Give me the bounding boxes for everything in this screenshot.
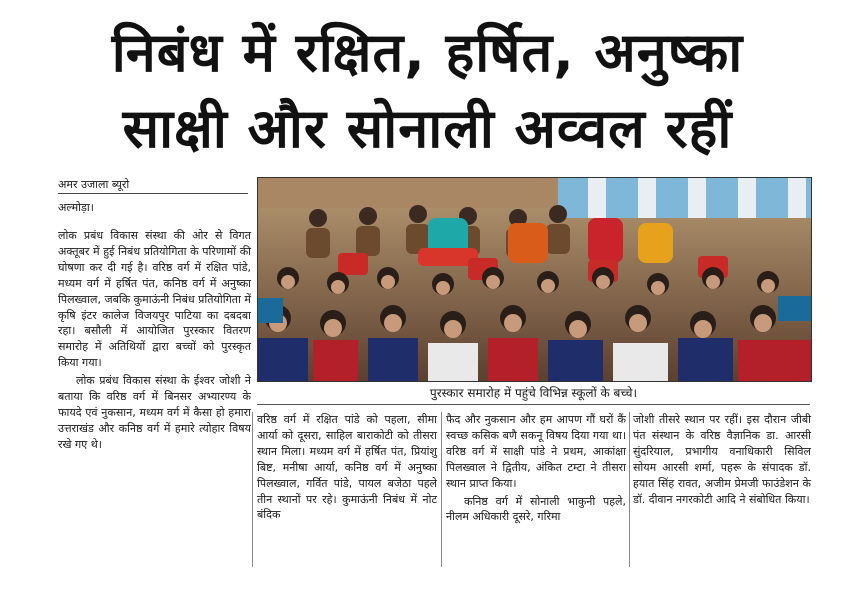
photo-caption: पुरस्कार समारोह में पहुंचे विभिन्न स्कूलों के बच्चे। (257, 382, 810, 405)
column-divider (252, 412, 253, 567)
dateline: अल्मोड़ा। (58, 201, 94, 214)
byline-divider (58, 193, 248, 194)
article-paragraph: कनिष्ठ वर्ग में सोनाली भाकुनी पहले, नीलम अधिकारी दूसरे, गरिमा (446, 494, 626, 524)
article-paragraph: लोक प्रबंध विकास संस्था की ओर से विगत अक्तूबर में हुई निबंध प्रतियोगिता के परिणामों की घोषणा कर दी गई है। वरिष्ठ वर्ग में रक्षित पांडे, मध्यम वर्ग में हर्षित पंत, कनिष्ठ वर्ग में अनुष्का पिलख्वाल, जबकि कुमाऊंनी निबंध प्रतियोगिता में कृषि इंटर कालेज विजयपुर पाटिया का दबदबा रहा। बसौली में आयोजित पुरस्कार वितरण समारोह में अतिथियों द्वारा बच्चों को पुरस्कृत किया गया। (58, 229, 251, 370)
article-column-3 (446, 412, 626, 527)
article-column-4 (633, 412, 811, 509)
event-photo (257, 177, 812, 382)
article-paragraph: फैद और नुकसान और हम आपण गौं घरों कैं स्वच्छ कसिक बणै सकनू विषय दिया गया था। वरिष्ठ वर्ग में साक्षी पांडे ने प्रथम, आकांक्षा पिलख्वाल ने द्वितीय, अंकित टम्टा ने तीसरा स्थान प्राप्त किया। (446, 413, 626, 490)
crowd-photo-illustration (258, 178, 811, 381)
byline: अमर उजाला ब्यूरो (58, 178, 130, 191)
column-divider (629, 412, 630, 567)
article-column-1 (58, 228, 251, 455)
column-divider (441, 412, 442, 567)
article-paragraph: जोशी तीसरे स्थान पर रहीं। इस दौरान जीबी पंत संस्थान के वरिष्ठ वैज्ञानिक डा. आरसी सुंदरियाल, प्रभागीय वनाधिकारी सिविल सोयम आरसी शर्मा, पहरू के संपादक डॉ. हयात सिंह रावत, अजीम प्रेमजी फाउंडेशन के डॉ. दीवान नगरकोटी आदि ने संबोधित किया। (633, 413, 811, 506)
article-paragraph: वरिष्ठ वर्ग में रक्षित पांडे को पहला, सीमा आर्या को दूसरा, साहिल बाराकोटी को तीसरा स्थान मिला। मध्यम वर्ग में हर्षित पंत, प्रियांशु बिष्ट, मनीषा आर्या, कनिष्ठ वर्ग में अनुष्का पिलख्वाल, गर्वित पांडे, पायल बजेठा पहले तीन स्थानों पर रहे। कुमाऊंनी निबंध में नोट बंदिक (257, 413, 437, 522)
article-paragraph: लोक प्रबंध विकास संस्था के ईश्वर जोशी ने बताया कि वरिष्ठ वर्ग में बिनसर अभ्यारण्य के फायदे एवं नुकसान, मध्यम वर्ग में कैसा हो हमारा उत्तराखंड और कनिष्ठ वर्ग में हमारे त्योहार विषय रखे गए थे। (58, 374, 251, 451)
headline-line-2: साक्षी और सोनाली अव्वल रहीं (122, 97, 733, 160)
article-column-2 (257, 412, 437, 525)
headline-line-1: निबंध में रक्षित, हर्षित, अनुष्का (111, 21, 744, 84)
